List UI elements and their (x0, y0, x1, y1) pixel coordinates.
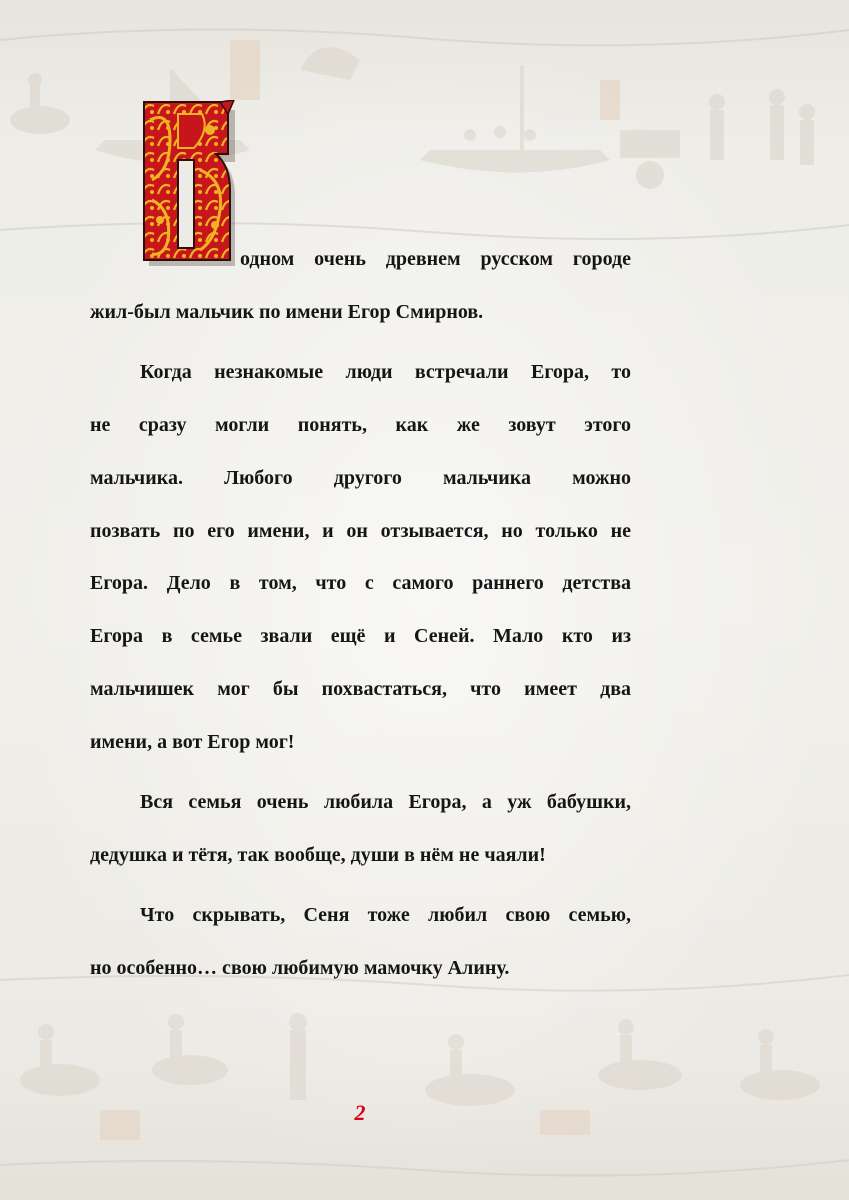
text-line: жил-был мальчик по имени Егор Смирнов. (90, 301, 484, 323)
text-line: не сразу могли понять, как же зовут этого (90, 414, 631, 436)
text-line: позвать по его имени, и он отзывается, но только не (90, 520, 631, 542)
tapestry-top-decoration (0, 0, 849, 260)
page-number: 2 (354, 1100, 366, 1125)
text-line: Что скрывать, Сеня тоже любил свою семью, (140, 904, 631, 926)
text-line: Егора в семье звали ещё и Сеней. Мало кто из (90, 625, 631, 647)
text-line: Когда незнакомые люди встречали Егора, то (140, 361, 631, 383)
text-line: имени, а вот Егор мог! (90, 731, 295, 753)
text-line: мальчика. Любого другого мальчика можно (90, 467, 631, 489)
text-line: дедушка и тётя, так вообще, души в нём не чаяли! (90, 844, 546, 866)
tapestry-bottom-decoration (0, 960, 849, 1200)
text-line: одном очень древнем русском городе (240, 248, 631, 270)
text-line: но особенно… свою любимую мамочку Алину. (90, 957, 510, 979)
text-line: мальчишек мог бы похвастаться, что имеет два (90, 678, 631, 700)
text-line: Егора. Дело в том, что с самого раннего детства (90, 572, 631, 594)
drop-cap-letter (140, 100, 236, 270)
text-line: Вся семья очень любила Егора, а уж бабушки, (140, 791, 631, 813)
